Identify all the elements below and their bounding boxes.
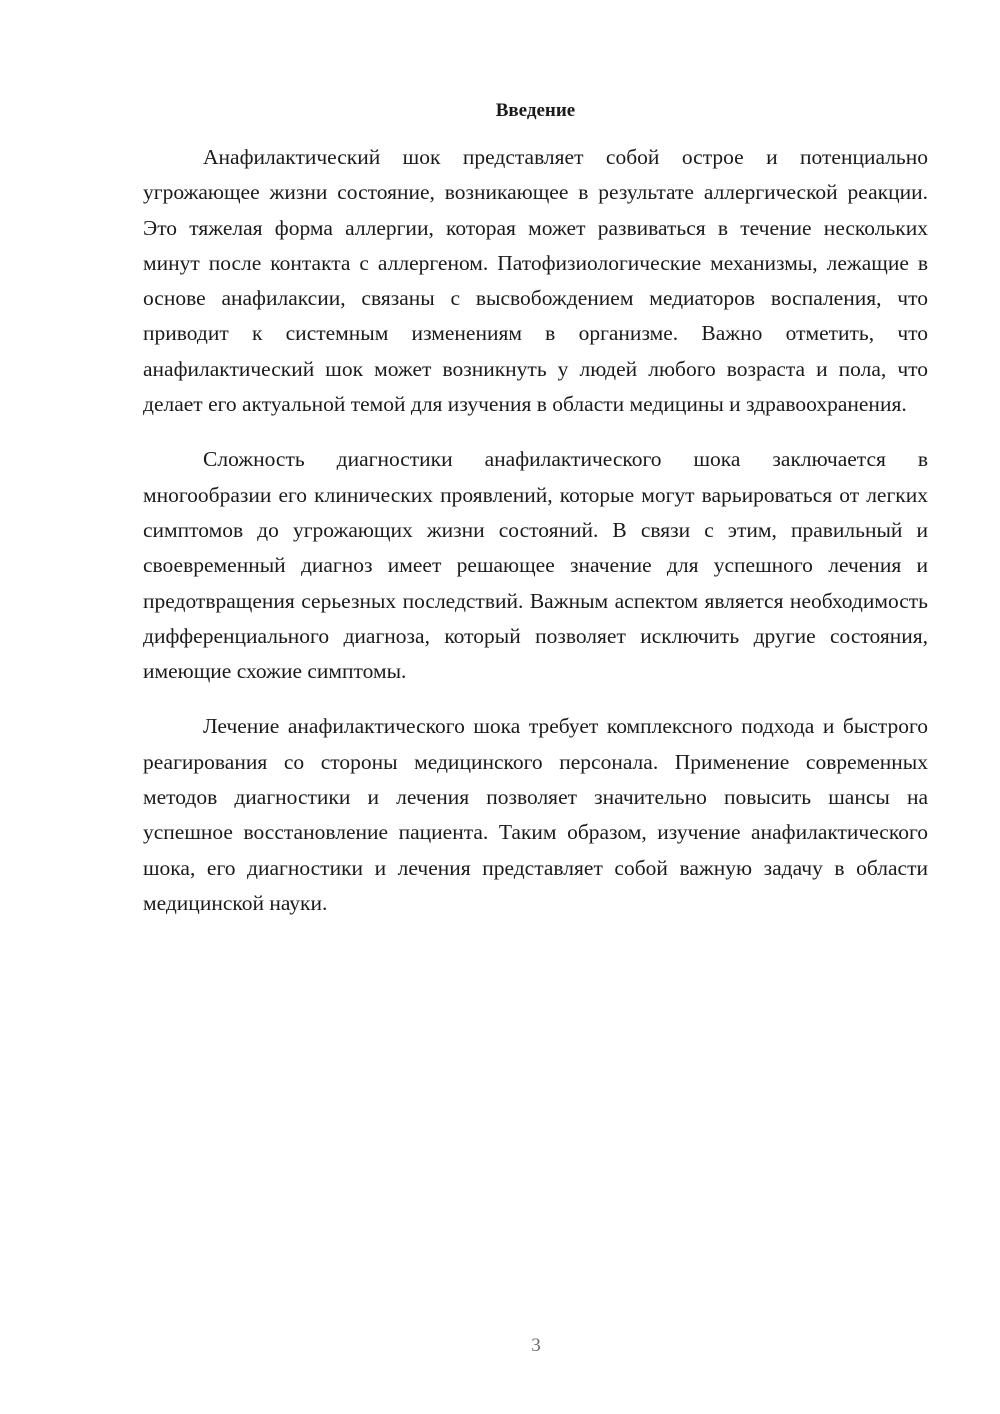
paragraph-3: Лечение анафилактического шока требует комплексного подхода и быстрого реагирования со стороны медицинского персонала. Применение современных методов диагностики и лечения позволяет значительно повысить шансы на успешное восстановление пациента. Таким образом, изучение анафилактического шока, его диагностики и лечения представляет собой важную задачу в области медицинской науки. — [143, 714, 928, 915]
page-content — [143, 96, 928, 921]
section-heading: Введение — [495, 100, 576, 121]
paragraph-2: Сложность диагностики анафилактического шока заключается в многообразии его клинических проявлений, которые могут варьироваться от легких симптомов до угрожающих жизни состояний. В связи с этим, правильный и своевременный диагноз имеет решающее значение для успешного лечения и предотвращения серьезных последствий. Важным аспектом является необходимость дифференциального диагноза, который позволяет исключить другие состояния, имеющие схожие симптомы. — [143, 447, 928, 684]
page-number: 3 — [531, 1335, 541, 1356]
paragraph-1: Анафилактический шок представляет собой острое и потенциально угрожающее жизни состояние, возникающее в результате аллергической реакции. Это тяжелая форма аллергии, которая может развиваться в течение нескольких минут после контакта с аллергеном. Патофизиологические механизмы, лежащие в основе анафилаксии, связаны с высвобождением медиаторов воспаления, что приводит к системным изменениям в организме. Важно отметить, что анафилактический шок может возникнуть у людей любого возраста и пола, что делает его актуальной темой для изучения в области медицины и здравоохранения. — [143, 145, 928, 417]
